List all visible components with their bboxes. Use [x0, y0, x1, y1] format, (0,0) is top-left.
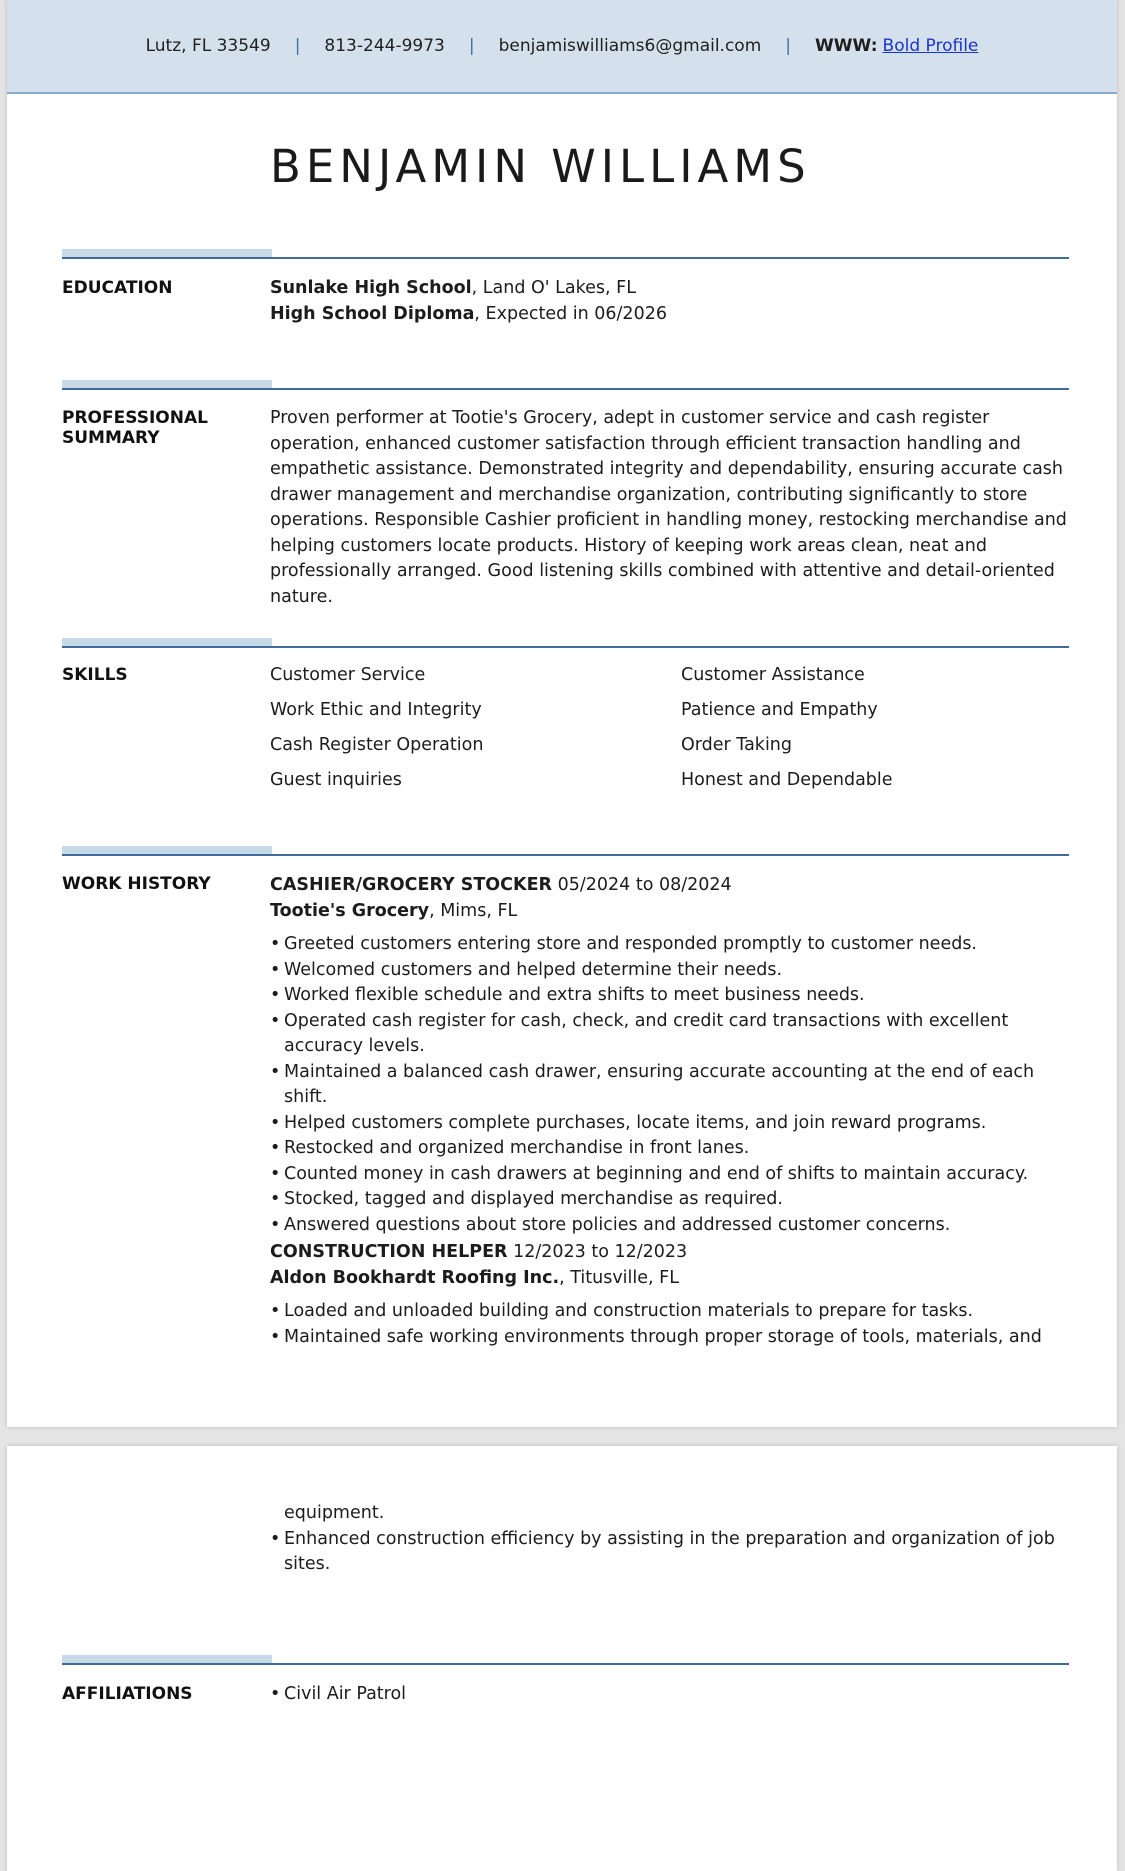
profile-link[interactable]: Bold Profile: [882, 36, 979, 56]
list-item: • Restocked and organized merchandise in front lanes.: [270, 1136, 1070, 1162]
bullet-continuation: equipment.: [284, 1503, 385, 1523]
summary-text: Proven performer at Tootie's Grocery, adept in customer service and cash register operation, enhanced customer satisfaction through efficient transaction handling and empathetic assistance. Demonstrated integrity and dependability, ensuring accurate cash drawer management and merchandise organization, contributing significantly to store operations. Responsible Cashier proficient in handling money, restocking merchandise and helping customers locate products. History of keeping work areas clean, neat and professionally arranged. Good listening skills combined with attentive and detail-oriented nature.: [270, 408, 1067, 607]
list-item: • Helped customers complete purchases, locate items, and join reward programs.: [270, 1111, 1070, 1137]
candidate-name: BENJAMIN WILLIAMS: [270, 140, 811, 193]
job-entry-continued: [270, 1501, 1070, 1578]
skill-item: Guest inquiries: [270, 770, 402, 790]
education-title: EDUCATION: [62, 278, 173, 298]
list-item: • Answered questions about store policies and addressed customer concerns.: [270, 1213, 1070, 1239]
section-divider: [62, 638, 1069, 650]
school-name: Sunlake High School: [270, 278, 472, 298]
job-entry: [270, 873, 1070, 1238]
degree-name: High School Diploma: [270, 303, 475, 324]
work-title: WORK HISTORY: [62, 874, 211, 894]
job-bullets: [270, 1299, 1070, 1350]
section-divider: [62, 1655, 1069, 1667]
contact-separator: |: [785, 36, 792, 56]
list-item: • Enhanced construction efficiency by assisting in the preparation and organization of job sites.: [270, 1527, 1070, 1578]
list-item: • Greeted customers entering store and responded promptly to customer needs.: [270, 932, 1070, 958]
list-item: • Counted money in cash drawers at beginning and end of shifts to maintain accuracy.: [270, 1162, 1070, 1188]
list-item: • Welcomed customers and helped determine their needs.: [270, 958, 1070, 984]
employer-location: , Mims, FL: [429, 900, 518, 921]
job-dates: 12/2023 to 12/2023: [507, 1242, 688, 1262]
job-bullets: [270, 932, 1070, 1238]
job-position: CONSTRUCTION HELPER: [270, 1242, 508, 1262]
www-label: WWW:: [815, 36, 878, 56]
job-heading: [270, 873, 1070, 899]
section-divider: [62, 380, 1069, 392]
section-divider: [62, 846, 1069, 858]
education-body: [270, 276, 1070, 327]
employer-line: [270, 1266, 1070, 1292]
skill-item: Patience and Empathy: [681, 700, 878, 720]
location-text: Lutz, FL 33549: [145, 36, 271, 56]
phone-text: 813-244-9973: [324, 36, 445, 56]
skills-title: SKILLS: [62, 665, 128, 685]
job-bullets: [270, 1527, 1070, 1578]
list-item: • Maintained a balanced cash drawer, ensuring accurate accounting at the end of each shift.: [270, 1060, 1070, 1111]
resume-page-1: [7, 0, 1117, 1427]
employer-line: [270, 899, 1070, 925]
list-item: • Worked flexible schedule and extra shifts to meet business needs.: [270, 983, 1070, 1009]
affiliations-title: AFFILIATIONS: [62, 1684, 193, 1704]
contact-bar: [7, 0, 1117, 94]
job-heading: [270, 1240, 1070, 1266]
skill-item: Honest and Dependable: [681, 770, 893, 790]
school-location: , Land O' Lakes, FL: [471, 278, 636, 298]
employer-name: Aldon Bookhardt Roofing Inc.: [270, 1267, 560, 1288]
email-text: benjamiswilliams6@gmail.com: [498, 36, 762, 56]
job-entry: [270, 1240, 1070, 1350]
summary-title: PROFESSIONAL SUMMARY: [62, 408, 208, 448]
list-item: • Maintained safe working environments through proper storage of tools, materials, and: [270, 1325, 1070, 1351]
school-line: [270, 276, 1070, 302]
skill-item: Work Ethic and Integrity: [270, 700, 482, 720]
affiliations-list: [270, 1682, 1070, 1708]
job-position: CASHIER/GROCERY STOCKER: [270, 875, 553, 895]
list-item: • Civil Air Patrol: [270, 1682, 1070, 1708]
affiliations-body: [270, 1682, 1070, 1708]
contact-separator: |: [294, 36, 301, 56]
degree-detail: , Expected in 06/2026: [474, 303, 667, 324]
employer-location: , Titusville, FL: [559, 1267, 679, 1288]
skill-item: Order Taking: [681, 735, 793, 755]
skill-item: Customer Assistance: [681, 665, 865, 685]
resume-page-2: [7, 1446, 1117, 1871]
section-divider: [62, 249, 1069, 261]
list-item: • Loaded and unloaded building and construction materials to prepare for tasks.: [270, 1299, 1070, 1325]
contact-separator: |: [468, 36, 475, 56]
list-item: • Stocked, tagged and displayed merchandise as required.: [270, 1187, 1070, 1213]
list-item: • Operated cash register for cash, check, and credit card transactions with excellent accuracy levels.: [270, 1009, 1070, 1060]
skill-item: Cash Register Operation: [270, 735, 484, 755]
skills-list: [270, 662, 1070, 802]
degree-line: [270, 302, 1070, 328]
employer-name: Tootie's Grocery: [270, 900, 430, 921]
skill-item: Customer Service: [270, 665, 426, 685]
job-dates: 05/2024 to 08/2024: [552, 875, 732, 895]
